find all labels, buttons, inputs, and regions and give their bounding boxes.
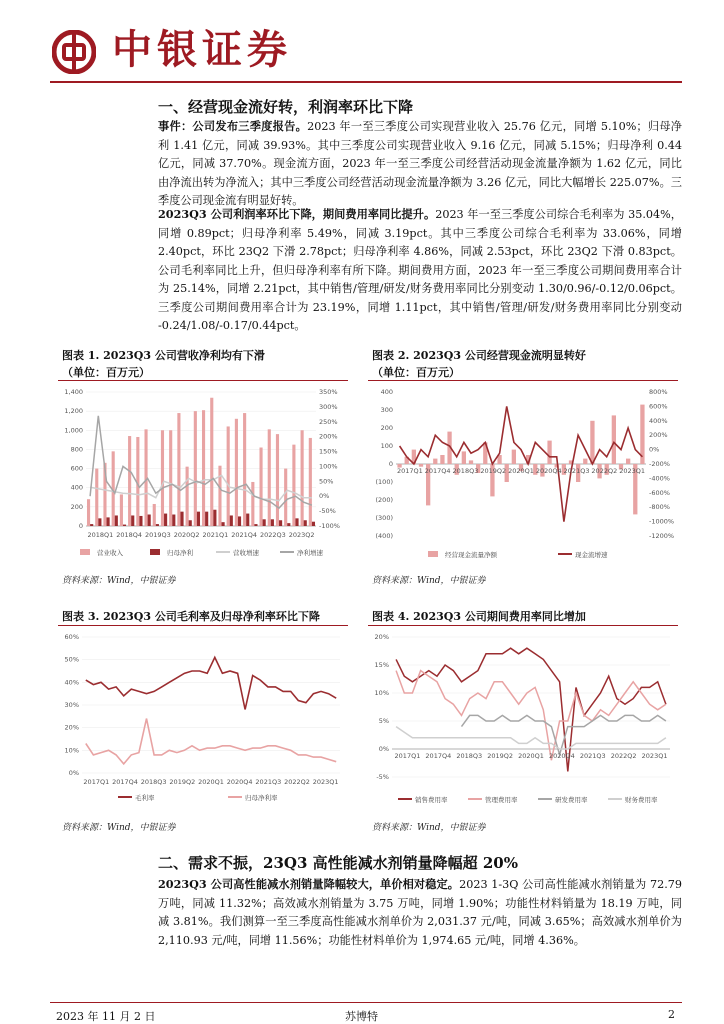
para-lead: 事件：公司发布三季度报告。 — [158, 119, 308, 133]
legend-label: 归母净利率 — [245, 794, 278, 802]
cashflow-bar — [583, 459, 587, 464]
net-profit-bar — [213, 510, 216, 526]
y-right-tick-label: 200% — [649, 431, 668, 440]
revenue-bar — [186, 467, 189, 526]
y-right-tick-label: 150% — [319, 447, 338, 456]
x-tick-label: 2017Q4 — [425, 752, 452, 760]
y-tick-label: 300 — [380, 406, 393, 414]
net-profit-bar — [172, 515, 175, 526]
y-right-tick-label: 600% — [649, 402, 668, 411]
para-lead: 2023Q3 公司高性能减水剂销量降幅较大，单价相对稳定。 — [158, 877, 460, 891]
revenue-bar — [301, 430, 304, 526]
cashflow-bar — [547, 441, 551, 464]
y-right-tick-label: 300% — [319, 402, 338, 411]
x-tick-label: 2023Q2 — [288, 531, 315, 539]
y-tick-label: 30% — [64, 701, 79, 709]
revenue-bar — [268, 429, 271, 526]
figure1-chart — [58, 384, 350, 566]
revenue-bar — [276, 434, 279, 526]
x-tick-label: 2023Q1 — [641, 752, 668, 760]
net-profit-bar — [222, 522, 225, 526]
gross-margin-line — [86, 657, 336, 709]
section1-para1 — [158, 117, 682, 211]
figure1-rule — [58, 380, 348, 381]
footer-rule — [50, 1002, 682, 1003]
figure2-source: 资料来源：Wind，中银证券 — [372, 576, 486, 586]
y-right-tick-label: 800% — [649, 388, 668, 396]
x-tick-label: 2018Q3 — [140, 778, 167, 786]
y-right-tick-label: 100% — [319, 462, 338, 471]
legend-label: 归母净利 — [167, 549, 193, 557]
net-profit-bar — [304, 520, 307, 526]
cashflow-bar — [590, 421, 594, 464]
net-profit-bar — [287, 523, 290, 526]
net-profit-bar — [115, 515, 118, 526]
cashflow-bar — [462, 451, 466, 464]
x-tick-label: 2022Q2 — [591, 467, 618, 475]
x-tick-label: 2017Q1 — [83, 778, 110, 786]
figure1-source: 资料来源：Wind，中银证券 — [62, 576, 176, 586]
legend-label: 营收增速 — [233, 549, 259, 557]
revenue-bar — [177, 413, 180, 526]
figure2-chart — [368, 384, 680, 566]
cashflow-bar — [512, 450, 516, 464]
cashflow-bar — [433, 459, 437, 464]
revenue-bar — [202, 410, 205, 526]
revenue-bar — [218, 466, 221, 526]
net-profit-bar — [238, 516, 241, 526]
para-body: 2023 1-3Q 公司高性能减水剂销量为 72.79 万吨，同减 11.32%；高效减水剂销量为 3.75 万吨，同增 1.90%；功能性材料销量为 18.19 万吨，同减 3.81%。我们测算一至三季度高性能减水剂单价为 2,031.37 元/吨，同减 3.65%；高效减水剂单价为 2,110.93 元/吨，同增 11.56%；功能性材料单价为 1,974.65 元/吨，同增 4.36%。 — [158, 878, 682, 947]
net-profit-bar — [98, 518, 101, 526]
y-tick-label: 0 — [78, 522, 83, 530]
legend-label: 财务费用率 — [625, 796, 658, 804]
y-right-tick-label: 50% — [319, 477, 334, 486]
footer-date: 2023 年 11 月 2 日 — [56, 1010, 156, 1023]
x-tick-label: 2023Q1 — [619, 467, 646, 475]
net-profit-bar — [180, 512, 183, 526]
y-tick-label: 100 — [380, 442, 393, 450]
revenue-bar — [194, 411, 197, 526]
revenue-bar — [87, 499, 90, 526]
revenue-bar — [128, 436, 131, 526]
net-profit-bar — [90, 524, 93, 526]
figure1-unit: （单位：百万元） — [62, 366, 150, 379]
section2-para1 — [158, 875, 682, 950]
x-tick-label: 2019Q2 — [487, 752, 514, 760]
net-profit-bar — [164, 514, 167, 526]
x-tick-label: 2020Q1 — [518, 752, 544, 760]
page-header — [0, 0, 724, 82]
legend-label: 研发费用率 — [555, 796, 588, 804]
y-tick-label: 400 — [70, 483, 83, 492]
y-right-tick-label: 350% — [319, 388, 338, 396]
x-tick-label: 2020Q4 — [535, 467, 562, 475]
x-tick-label: 2018Q3 — [452, 467, 479, 475]
x-tick-label: 2021Q3 — [255, 778, 282, 786]
x-tick-label: 2017Q1 — [396, 467, 423, 475]
y-right-tick-label: -1000% — [649, 517, 675, 526]
legend-label: 经营现金流量净额 — [445, 551, 497, 559]
revenue-bar — [243, 413, 246, 526]
y-tick-label: 0 — [388, 460, 393, 468]
para-body: 2023 年一至三季度公司实现营业收入 25.76 亿元，同增 5.10%；归母净利 1.41 亿元，同减 39.93%。其中三季度公司实现营业收入 9.16 亿元，同减 5.15%；归母净利 0.44 亿元，同减 37.70%。现金流方面，2023 年一至三季度公司经营活动现金流量净额为 1.62 亿元，同比由净流出转为净流入；其中三季度公司经营活动现金流量净额为 3.26 亿元，同比大幅增长 225.07%。三季度公司现金流有明显好转。 — [158, 120, 682, 207]
y-right-tick-label: -800% — [649, 503, 670, 512]
legend-label: 销售费用率 — [415, 796, 448, 804]
y-tick-label: (400) — [375, 532, 393, 540]
x-tick-label: 2022Q2 — [610, 752, 637, 760]
net-profit-bar — [107, 517, 110, 526]
x-tick-label: 2020Q1 — [198, 778, 224, 786]
y-tick-label: 1,200 — [64, 407, 83, 416]
figure4-source: 资料来源：Wind，中银证券 — [372, 823, 486, 833]
y-right-tick-label: -200% — [649, 460, 670, 468]
figure1-title: 图表 1. 2023Q3 公司营收净利均有下滑 — [62, 349, 265, 362]
revenue-bar — [95, 469, 98, 526]
net-profit-bar — [230, 515, 233, 526]
figure4-rule — [368, 625, 678, 626]
revenue-bar — [153, 504, 156, 526]
x-tick-label: 2021Q3 — [579, 752, 606, 760]
legend-swatch — [150, 549, 160, 555]
y-right-tick-label: 0% — [649, 445, 660, 454]
legend-label: 毛利率 — [135, 794, 155, 802]
section1-title: 一、经营现金流好转，利润率环比下降 — [158, 98, 414, 116]
net-profit-bar — [156, 524, 159, 526]
y-tick-label: 0% — [378, 745, 389, 753]
legend-label: 现金流增速 — [575, 551, 608, 559]
x-tick-label: 2018Q1 — [87, 531, 114, 539]
y-tick-label: 200 — [70, 502, 83, 511]
y-tick-label: 600 — [70, 464, 83, 473]
x-tick-label: 2019Q2 — [480, 467, 507, 475]
y-tick-label: 400 — [380, 388, 393, 396]
figure3-title: 图表 3. 2023Q3 公司毛利率及归母净利率环比下降 — [62, 610, 320, 623]
section2-title: 二、需求不振，23Q3 高性能减水剂销量降幅超 20% — [158, 854, 518, 872]
figure3-chart — [58, 629, 350, 809]
net-profit-bar — [312, 522, 315, 526]
y-right-tick-label: -100% — [319, 522, 340, 530]
y-tick-label: (200) — [375, 496, 393, 504]
y-right-tick-label: -400% — [649, 474, 670, 483]
net-profit-bar — [131, 515, 134, 526]
cashflow-bar — [440, 455, 444, 464]
y-tick-label: (100) — [375, 478, 393, 486]
y-tick-label: 15% — [374, 661, 389, 669]
net-profit-bar — [263, 519, 266, 526]
legend-swatch — [80, 549, 90, 555]
y-right-tick-label: -50% — [319, 507, 336, 516]
y-right-tick-label: 0% — [319, 492, 330, 501]
legend-swatch — [428, 551, 438, 557]
finance-expense-line — [396, 727, 666, 749]
page-number: 2 — [668, 1008, 675, 1021]
x-tick-label: 2020Q4 — [548, 752, 575, 760]
figure4-title: 图表 4. 2023Q3 公司期间费用率同比增加 — [372, 610, 586, 623]
revenue-bar — [120, 494, 123, 526]
x-tick-label: 2019Q3 — [144, 531, 171, 539]
figure2-unit: （单位：百万元） — [372, 366, 460, 379]
net-profit-bar — [189, 520, 192, 526]
legend-label: 净利增速 — [297, 549, 323, 557]
y-right-tick-label: 250% — [319, 417, 338, 426]
y-tick-label: 1,000 — [64, 426, 83, 435]
figure2-title: 图表 2. 2023Q3 公司经营现金流明显转好 — [372, 349, 586, 362]
x-tick-label: 2020Q1 — [508, 467, 534, 475]
x-tick-label: 2020Q4 — [226, 778, 253, 786]
y-tick-label: 1,400 — [64, 388, 83, 396]
net-profit-bar — [254, 524, 257, 526]
figure2-rule — [368, 380, 678, 381]
revenue-bar — [284, 469, 287, 526]
para-body: 2023 年一至三季度公司综合毛利率为 35.04%，同增 0.89pct；归母净利率 5.49%，同减 3.19pct。其中三季度公司综合毛利率为 33.06%，同增 2.40pct，环比 23Q2 下滑 2.78pct；归母净利率 4.86%，同减 2.53pct，环比 23Q2 下滑 0.83pct。公司毛利率同比上升，但归母净利率有所下降。期间费用方面，2023 年一至三季度公司期间费用率合计为 25.14%，同增 2.21pct，其中销售/管理/研发/财务费用率同比分别变动 1.30/0.96/-0.12/0.06pct。三季度公司期间费用率合计为 23.19%，同增 1.11pct，其中销售/管理/研发/财务费用率同比分别变动 -0.24/1.08/-0.17/0.44pct。 — [158, 208, 682, 332]
x-tick-label: 2018Q4 — [116, 531, 143, 539]
revenue-bar — [144, 429, 147, 526]
revenue-bar — [210, 398, 213, 526]
net-profit-bar — [279, 520, 282, 526]
y-tick-label: -5% — [376, 773, 389, 781]
revenue-bar — [161, 430, 164, 526]
y-tick-label: 10% — [374, 689, 389, 697]
y-tick-label: 0% — [68, 769, 79, 777]
x-tick-label: 2019Q2 — [169, 778, 196, 786]
y-tick-label: 5% — [378, 717, 389, 725]
figure4-chart — [368, 629, 680, 809]
revenue-bar — [259, 448, 262, 526]
x-tick-label: 2022Q3 — [259, 531, 286, 539]
revenue-bar — [169, 430, 172, 526]
cashflow-bar — [612, 415, 616, 464]
net-profit-bar — [139, 516, 142, 526]
section1-para2 — [158, 205, 682, 336]
revenue-bar — [227, 426, 230, 526]
x-tick-label: 2022Q2 — [284, 778, 310, 786]
revenue-bar — [292, 445, 295, 526]
y-right-tick-label: -1200% — [649, 532, 675, 540]
net-profit-bar — [295, 518, 298, 526]
y-tick-label: 50% — [64, 655, 79, 664]
net-profit-bar — [205, 512, 208, 526]
footer-company: 苏博特 — [345, 1010, 378, 1023]
cashflow-bar — [626, 459, 630, 464]
revenue-bar — [235, 419, 238, 526]
bank-logo-icon — [52, 30, 96, 74]
x-tick-label: 2018Q3 — [456, 752, 483, 760]
para-lead: 2023Q3 公司利润率环比下降，期间费用率同比提升。 — [158, 207, 436, 221]
x-tick-label: 2017Q1 — [394, 752, 421, 760]
legend-label: 营业收入 — [97, 549, 123, 557]
y-tick-label: 40% — [64, 678, 79, 687]
header-rule — [50, 81, 682, 83]
x-tick-label: 2017Q4 — [424, 467, 451, 475]
x-tick-label: 2017Q4 — [112, 778, 138, 786]
legend-label: 管理费用率 — [485, 796, 518, 804]
y-tick-label: 10% — [64, 746, 79, 755]
net-profit-bar — [123, 525, 126, 526]
x-tick-label: 2021Q4 — [231, 531, 258, 539]
net-profit-bar — [148, 515, 151, 526]
y-tick-label: 800 — [70, 445, 83, 454]
y-tick-label: 200 — [380, 424, 393, 432]
revenue-bar — [309, 438, 312, 526]
revenue-bar — [251, 482, 254, 526]
y-right-tick-label: 200% — [319, 432, 338, 441]
net-profit-bar — [271, 519, 274, 526]
x-tick-label: 2020Q2 — [173, 531, 200, 539]
x-tick-label: 2021Q1 — [202, 531, 229, 539]
y-tick-label: 20% — [64, 723, 79, 732]
y-tick-label: 20% — [374, 633, 389, 641]
figure3-rule — [58, 625, 348, 626]
x-tick-label: 2023Q1 — [312, 778, 339, 786]
y-tick-label: 60% — [64, 633, 79, 641]
x-tick-label: 2021Q3 — [563, 467, 590, 475]
net-profit-bar — [197, 512, 200, 526]
cashflow-bar — [469, 460, 473, 464]
net-profit-bar — [246, 514, 249, 526]
y-right-tick-label: 400% — [649, 416, 668, 425]
y-tick-label: (300) — [375, 514, 393, 522]
brand-name: 中银证券 — [112, 27, 292, 73]
figure3-source: 资料来源：Wind，中银证券 — [62, 823, 176, 833]
y-right-tick-label: -600% — [649, 488, 670, 497]
net-margin-line — [86, 719, 336, 764]
